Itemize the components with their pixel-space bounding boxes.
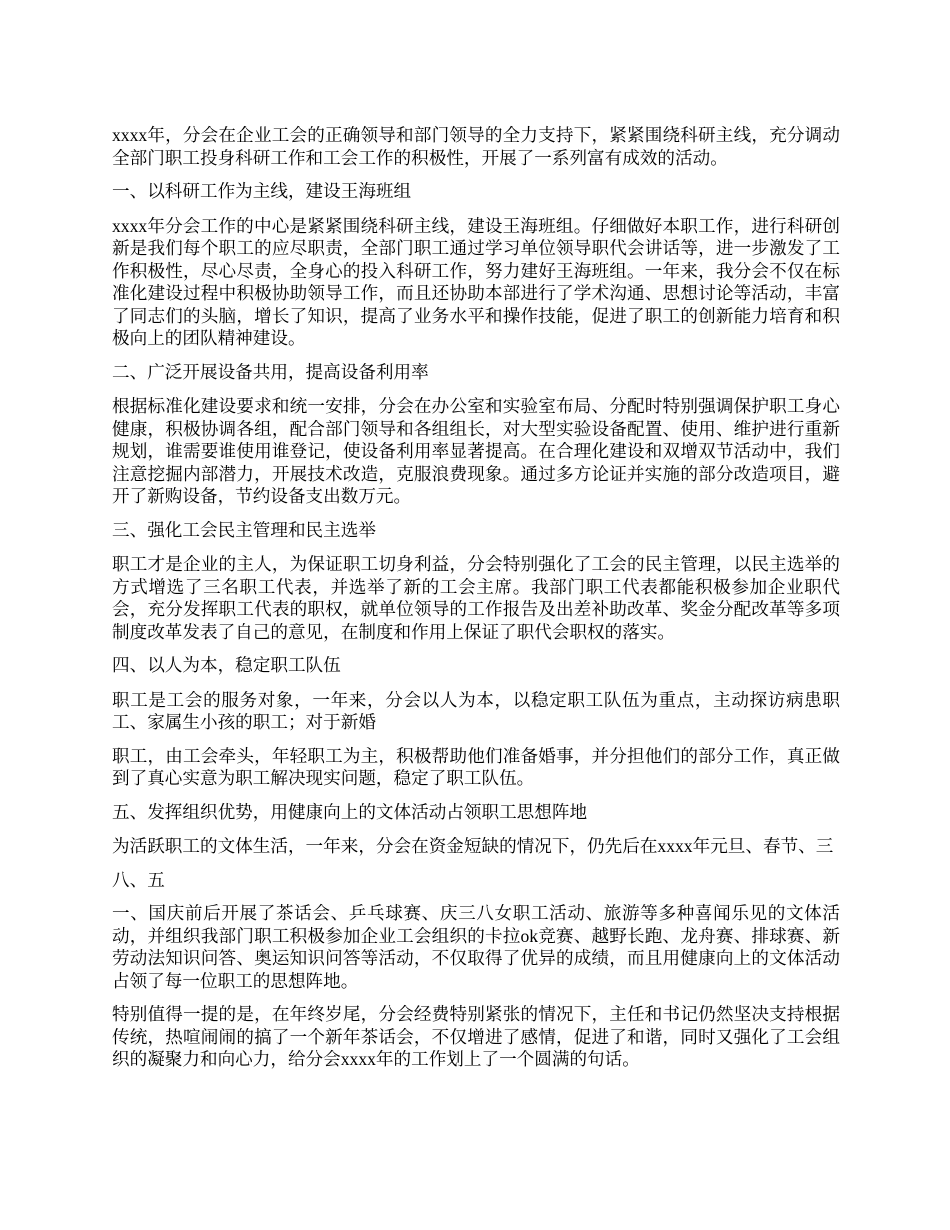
section-5-paragraph-3: 一、国庆前后开展了茶话会、乒乓球赛、庆三八女职工活动、旅游等多种喜闻乐见的文体活动，并组织我部门职工积极参加企业工会组织的卡拉ok竞赛、越野长跑、龙舟赛、排球赛、新劳动法知识问答、奥运知识问答等活动，不仅取得了优异的成绩，而且用健康向上的文体活动占领了每一位职工的思想阵地。 (112, 903, 840, 991)
section-2-paragraph: 根据标准化建设要求和统一安排，分会在办公室和实验室布局、分配时特别强调保护职工身心健康，积极协调各组，配合部门领导和各组组长，对大型实验设备配置、使用、维护进行重新规划，谁需要谁使用谁登记，使设备利用率显著提高。在合理化建设和双增双节活动中，我们注意挖掘内部潜力，开展技术改造，克服浪费现象。通过多方论证并实施的部分改造项目，避开了新购设备，节约设备支出数万元。 (112, 396, 840, 506)
section-5-paragraph-2: 八、五 (112, 869, 165, 890)
section-heading-1: 一、以科研工作为主线，建设王海班组 (112, 181, 412, 201)
section-4-paragraph-2: 职工，由工会牵头，年轻职工为主，积极帮助他们准备婚事，并分担他们的部分工作，真正做到了真心实意为职工解决现实问题，稳定了职工队伍。 (112, 745, 840, 788)
section-1-paragraph: xxxx年分会工作的中心是紧紧围绕科研主线，建设王海班组。仔细做好本职工作，进行科研创新是我们每个职工的应尽职责，全部门职工通过学习单位领导职代会讲话等，进一步激发了工作积极性，尽心尽责，全身心的投入科研工作，努力建好王海班组。一年来，我分会不仅在标准化建设过程中积极协助领导工作，而且还协助本部进行了学术沟通、思想讨论等活动，丰富了同志们的头脑，增长了知识，提高了业务水平和操作技能，促进了职工的创新能力培育和积极向上的团队精神建设。 (112, 215, 840, 348)
section-heading-4: 四、以人为本，稳定职工队伍 (112, 655, 341, 675)
section-heading-5: 五、发挥组织优势，用健康向上的文体活动占领职工思想阵地 (112, 801, 588, 822)
section-4-paragraph-1: 职工是工会的服务对象，一年来，分会以人为本，以稳定职工队伍为重点，主动探访病患职工、家属生小孩的职工；对于新婚 (112, 689, 840, 732)
section-heading-2: 二、广泛开展设备共用，提高设备利用率 (112, 361, 429, 382)
closing-paragraph: 特别值得一提的是，在年终岁尾，分会经费特别紧张的情况下，主任和书记仍然坚决支持根据传统，热喧闹闹的搞了一个新年茶话会，不仅增进了感情，促进了和谐，同时又强化了工会组织的凝聚力和向心力，给分会xxxx年的工作划上了一个圆满的句话。 (112, 1004, 840, 1069)
intro-paragraph: xxxx年，分会在企业工会的正确领导和部门领导的全力支持下，紧紧围绕科研主线，充分调动全部门职工投身科研工作和工会工作的积极性，开展了一系列富有成效的活动。 (112, 125, 840, 168)
section-3-paragraph: 职工才是企业的主人，为保证职工切身利益，分会特别强化了工会的民主管理，以民主选举的方式增选了三名职工代表，并选举了新的工会主席。我部门职工代表都能积极参加企业职代会，充分发挥职工代表的职权，就单位领导的工作报告及出差补助改革、奖金分配改革等多项制度改革发表了自己的意见，在制度和作用上保证了职代会职权的落实。 (112, 554, 840, 642)
section-heading-3: 三、强化工会民主管理和民主选举 (112, 519, 376, 540)
document-page (112, 124, 840, 1082)
section-5-paragraph-1: 为活跃职工的文体生活，一年来，分会在资金短缺的情况下，仍先后在xxxx年元旦、春节、三 (112, 836, 834, 856)
